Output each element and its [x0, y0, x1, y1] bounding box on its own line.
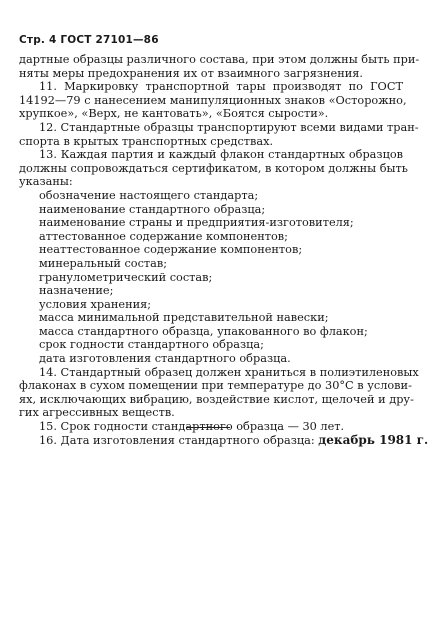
text-line: неаттестованное содержание компонентов; [39, 243, 303, 257]
text-line: обозначение настоящего стандарта; [39, 188, 259, 202]
text-line: гранулометрический состав; [39, 270, 213, 284]
text-line: минеральный состав; [39, 256, 168, 270]
text-line: 12. Стандартные образцы транспортируют всеми видами тран- [39, 120, 419, 134]
text-line: спорта в крытых транспортных средствах. [19, 134, 274, 148]
manufacture-date: декабрь 1981 г. [318, 432, 428, 447]
text-line: 15. Срок годности стандартного образца — 30 лет. [39, 420, 345, 434]
text-line: должны сопровождаться сертификатом, в котором должны быть [19, 161, 408, 175]
text-line: наименование страны и предприятия-изготовителя; [39, 216, 354, 230]
item-16-text: 16. Дата изготовления стандартного образца: [39, 433, 319, 447]
text-line: 13. Каждая партия и каждый флакон стандартных образцов [39, 148, 403, 162]
text-line: хрупкое», «Верх, не кантовать», «Боятся сырости». [19, 107, 329, 121]
text-line: 11. Маркировку транспортной тары производят по ГОСТ [39, 80, 403, 94]
text-line: назначение; [39, 284, 114, 298]
text-line: наименование стандартного образца; [39, 202, 266, 216]
page-header: Стр. 4 ГОСТ 27101—86 [19, 34, 159, 46]
text-line: няты меры предохранения их от взаимного загрязнения. [19, 66, 363, 80]
text-line: 14. Стандартный образец должен храниться в полиэтиленовых [39, 365, 419, 379]
text-line: срок годности стандартного образца; [39, 338, 264, 352]
text-line: условия хранения; [39, 297, 152, 311]
text-line: флаконах в сухом помещении при температуре до 30°С в услови- [19, 379, 412, 393]
text-line: гих агрессивных веществ. [19, 406, 175, 420]
text-line: масса минимальной представительной навески; [39, 311, 329, 325]
text-line: масса стандартного образца, упакованного во флакон; [39, 324, 368, 338]
text-line: 14192—79 с нанесением манипуляционных знаков «Осторожно, [19, 93, 407, 107]
text-line: ях, исключающих вибрацию, воздействие кислот, щелочей и дру- [19, 392, 414, 406]
text-line: указаны: [19, 175, 73, 189]
document-body [19, 53, 428, 447]
end-divider [186, 427, 230, 428]
item-16 [19, 432, 428, 448]
text-line: аттестованное содержание компонентов; [39, 229, 288, 243]
text-line: дата изготовления стандартного образца. [39, 352, 291, 366]
text-line: дартные образцы различного состава, при этом должны быть при- [19, 53, 420, 66]
